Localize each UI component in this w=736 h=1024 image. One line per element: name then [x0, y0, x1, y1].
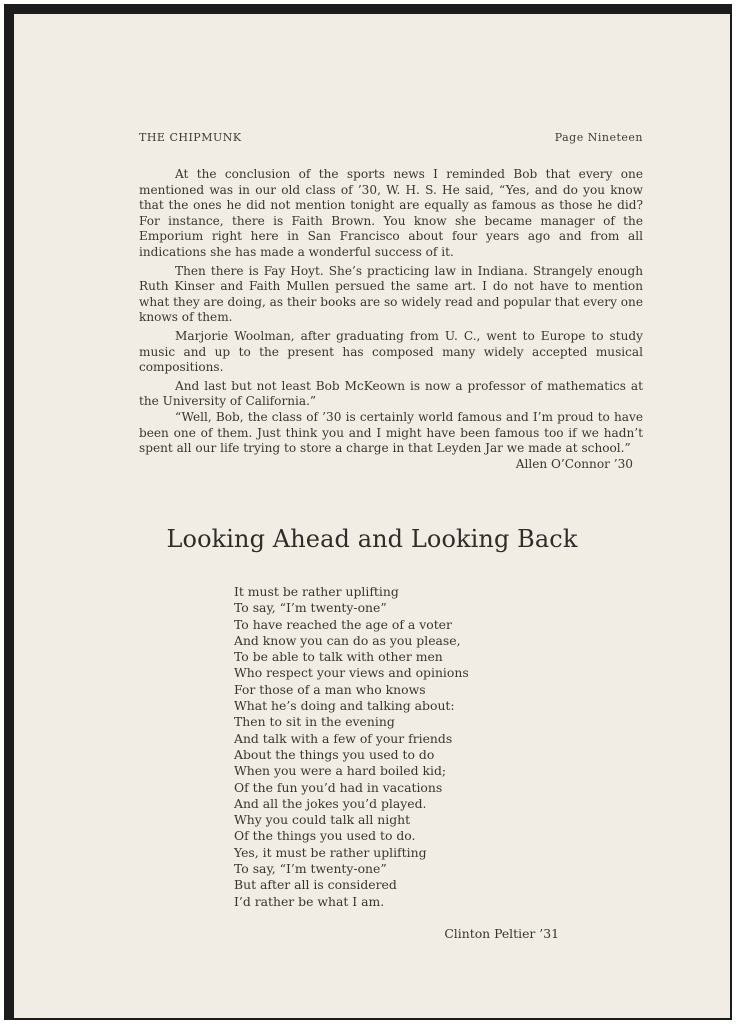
publication-name: THE CHIPMUNK	[139, 131, 242, 144]
article-paragraph: At the conclusion of the sports news I reminded Bob that every one mentioned was in our old class of ’30, W. H. S. He said, “Yes, and do you know that the ones he did not mention tonight are equally as famous as those he did? For instance, there is Faith Brown. You know she became manager of the Emporium right here in San Francisco about four years ago and from all indications she has made a wonderful success of it.	[139, 167, 643, 259]
poem-line: Of the fun you’d had in vacations	[234, 779, 443, 795]
poem-line: To say, “I’m twenty-one”	[234, 600, 387, 616]
article-paragraph: “Well, Bob, the class of ’30 is certainly world famous and I’m proud to have been one of them. Just think you and I might have been famous too if we hadn’t spent all our life trying to store a charge in that Leyden Jar we made at school.”	[139, 409, 643, 456]
poem-line: And talk with a few of your friends	[234, 730, 453, 746]
poem-line: To be able to talk with other men	[234, 649, 443, 665]
poem-line: To have reached the age of a voter	[234, 616, 452, 632]
poem-line: But after all is considered	[234, 877, 397, 893]
page-number: Page Nineteen	[554, 131, 643, 144]
poem-line: Yes, it must be rather uplifting	[234, 844, 427, 860]
article-author: Allen O’Connor ’30	[515, 456, 633, 471]
poem-line: And know you can do as you please,	[234, 632, 461, 648]
poem-line: About the things you used to do	[234, 746, 435, 762]
article-paragraph: And last but not least Bob McKeown is now a professor of mathematics at the University of California.”	[139, 378, 643, 409]
page	[14, 14, 730, 1018]
article-body	[139, 167, 643, 475]
poem-author: Clinton Peltier ’31	[444, 926, 559, 941]
scan-border	[4, 4, 732, 1020]
article-paragraph: Marjorie Woolman, after graduating from U. C., went to Europe to study music and up to the present has composed many widely accepted musical compositions.	[139, 328, 643, 375]
poem-line: It must be rather uplifting	[234, 584, 399, 599]
poem-line: For those of a man who knows	[234, 681, 426, 697]
poem-line: Who respect your views and opinions	[234, 665, 469, 681]
poem-line: What he’s doing and talking about:	[234, 698, 455, 714]
poem-line: I’d rather be what I am.	[234, 893, 385, 909]
poem-title: Looking Ahead and Looking Back	[166, 525, 578, 553]
poem-line: And all the jokes you’d played.	[234, 795, 427, 811]
article-paragraph: Then there is Fay Hoyt. She’s practicing law in Indiana. Strangely enough Ruth Kinser and Faith Mullen persued the same art. I do not have to mention what they are doing, as their books are so widely read and popular that every one knows of them.	[139, 263, 643, 325]
poem-line: To say, “I’m twenty-one”	[234, 861, 387, 877]
poem-line: Then to sit in the evening	[234, 714, 395, 730]
poem-line: Why you could talk all night	[234, 812, 411, 828]
poem-line: Of the things you used to do.	[234, 828, 416, 844]
poem-line: When you were a hard boiled kid;	[234, 763, 447, 779]
poem-body	[234, 584, 574, 910]
